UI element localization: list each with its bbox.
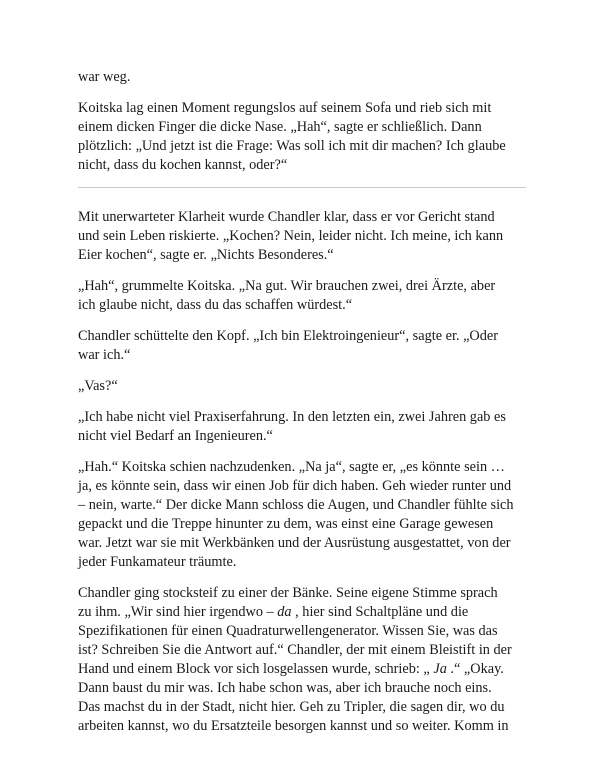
text-run: Chandler ging stocksteif zu einer der Bänke. Seine eigene Stimme sprach zu ihm. „Wir sind hier irgendwo – (78, 585, 498, 620)
paragraph: „Hah.“ Koitska schien nachzudenken. „Na ja“, sagte er, „es könnte sein … ja, es könnte sein, dass wir einen Job für dich haben. Geh wieder runter und – nein, warte.“ Der dicke Mann schloss die Augen, und Chandler fühlte sich gepackt und die Treppe hinunter zu dem, was einst eine Garage gewesen war. Jetzt war sie mit Werkbänken und der Ausrüstung ausgestattet, von der jeder Funkamateur träumte. (78, 459, 514, 570)
paragraph: Chandler schüttelte den Kopf. „Ich bin Elektroingenieur“, sagte er. „Oder war ich.“ (78, 328, 499, 363)
paragraph: war weg. (78, 69, 131, 85)
italic-text: da (277, 604, 292, 620)
paragraph: Mit unerwarteter Klarheit wurde Chandler klar, dass er vor Gericht stand und sein Leben riskierte. „Kochen? Nein, leider nicht. Ich meine, ich kann Eier kochen“, sagte er. „Nichts Besonderes.“ (78, 209, 504, 263)
text-run: .“ „Okay. Dann baust du mir was. Ich habe schon was, aber ich brauche noch eins. Das machst du in der Stadt, nicht hier. Geh zu Tripler, die sagen dir, wo du arbeiten kannst, wo du Ersatzteile besorgen kannst und so weiter. Komm in (78, 661, 509, 734)
paragraph: Koitska lag einen Moment regungslos auf seinem Sofa und rieb sich mit einem dicken Finger die dicke Nase. „Hah“, sagte er schließlich. Dann plötzlich: „Und jetzt ist die Frage: Was soll ich mit dir machen? Ich glaube nicht, dass du kochen kannst, oder?“ (78, 100, 506, 173)
section-divider (78, 187, 526, 188)
paragraph-final (78, 584, 530, 736)
paragraph: „Ich habe nicht viel Praxiserfahrung. In den letzten ein, zwei Jahren gab es nicht viel Bedarf an Ingenieuren.“ (78, 409, 506, 444)
text-run: , hier sind Schaltpläne und die Spezifikationen für einen Quadraturwellengenerator. Wissen Sie, was das ist? Schreiben Sie die Antwort auf.“ Chandler, der mit einem Bleistift in der Hand und einem Block vor sich losgelassen wurde, schrieb: „ (78, 604, 512, 677)
italic-text: Ja (433, 661, 447, 677)
paragraph: „Vas?“ (78, 378, 118, 394)
paragraph: „Hah“, grummelte Koitska. „Na gut. Wir brauchen zwei, drei Ärzte, aber ich glaube nicht, dass du das schaffen würdest.“ (78, 278, 496, 313)
document-page (78, 68, 530, 748)
